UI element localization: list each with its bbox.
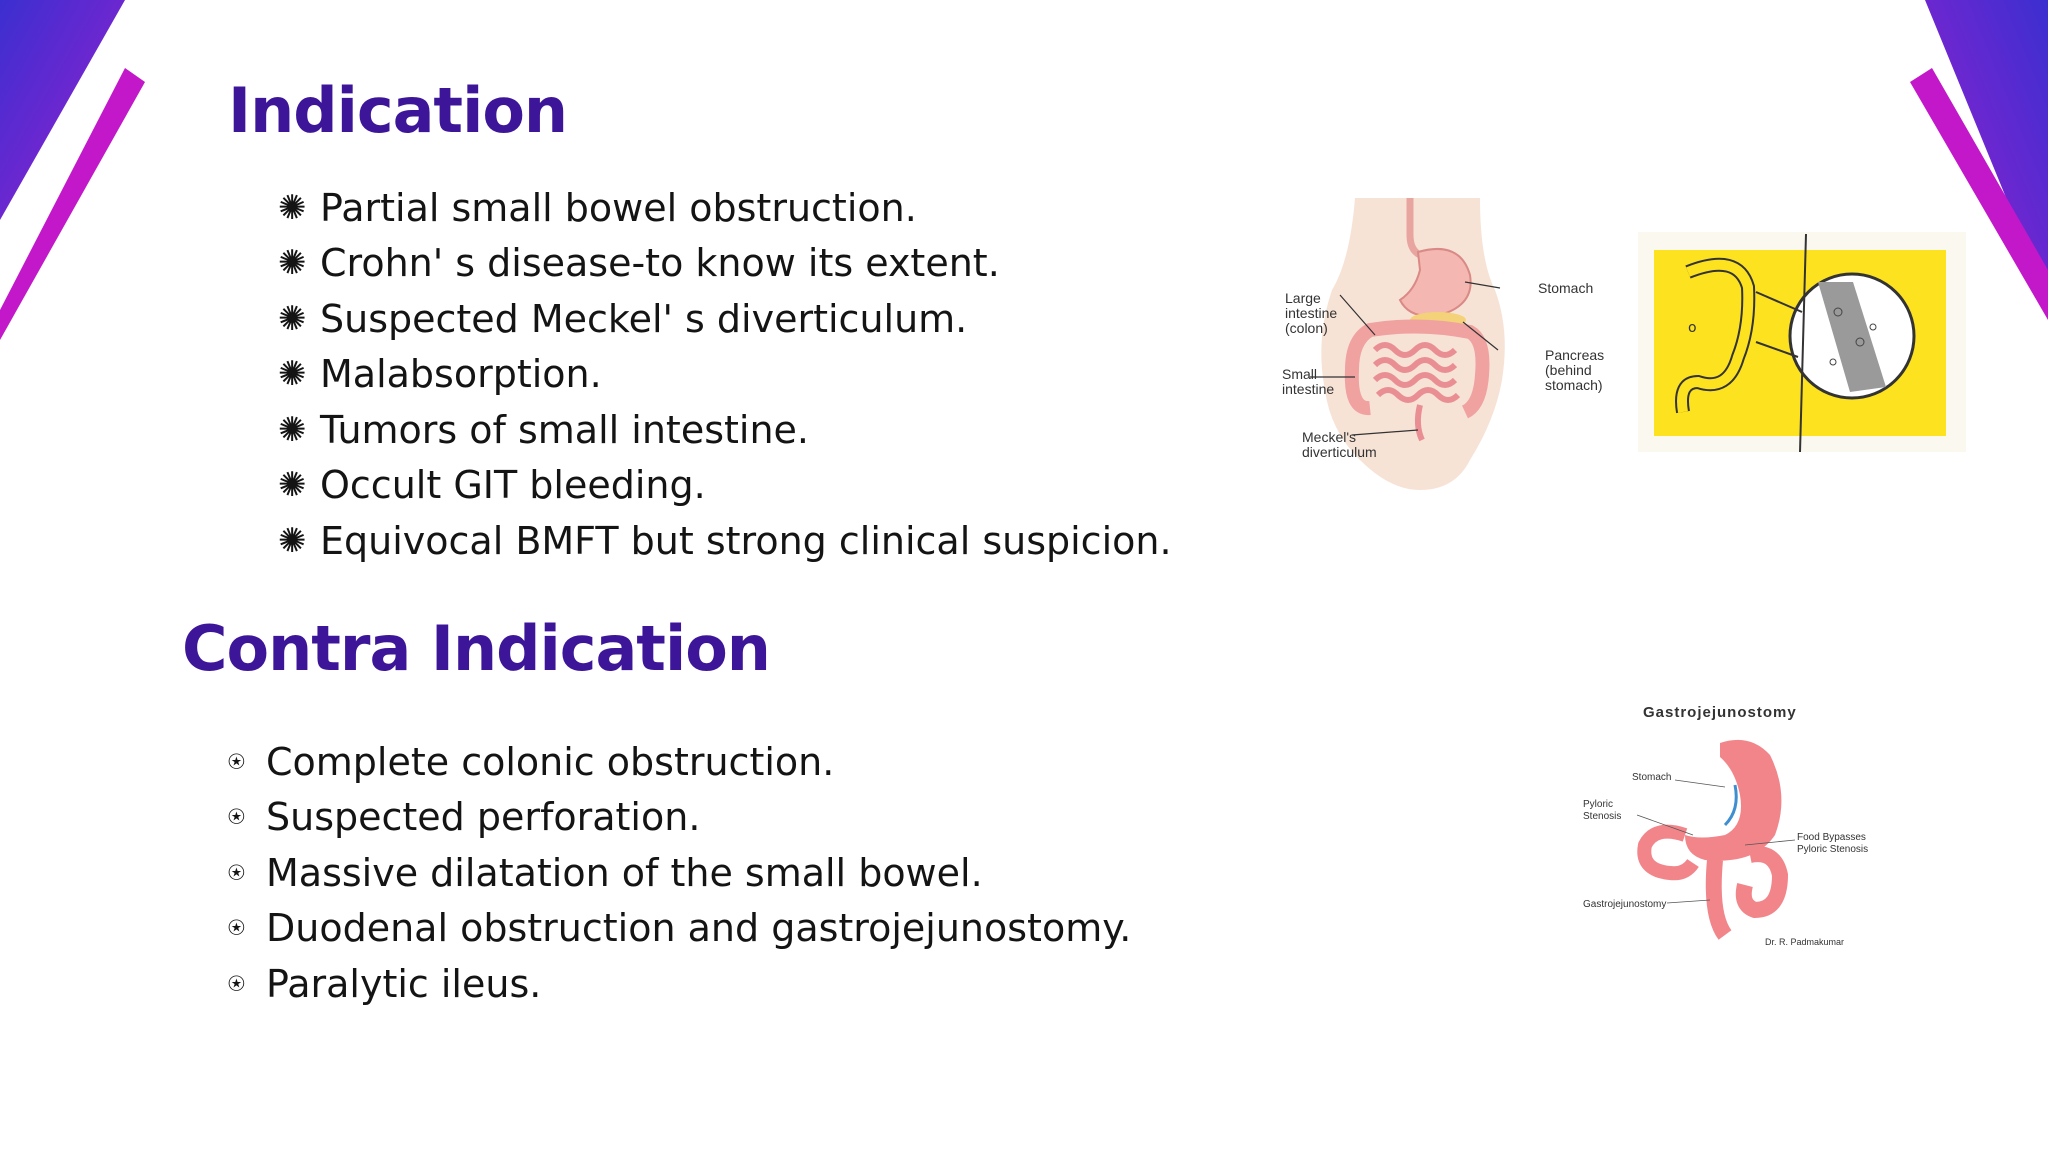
list-item-text: Tumors of small intestine. xyxy=(320,407,810,452)
bullet-icon: ✺ xyxy=(278,409,307,450)
small-intestine-label: Small intestine xyxy=(1282,366,1335,397)
list-item-text: Duodenal obstruction and gastrojejunostomy. xyxy=(266,906,1132,951)
contra-indication-list xyxy=(228,734,1131,1012)
pyloric-stenosis-label: Pyloric Stenosis xyxy=(1583,799,1622,822)
food-flow-arrow xyxy=(1725,785,1736,825)
list-item xyxy=(228,734,1131,790)
bullet-icon: ✺ xyxy=(278,520,307,561)
list-item-text: Partial small bowel obstruction. xyxy=(320,185,917,230)
list-item-text: Paralytic ileus. xyxy=(266,961,542,1006)
list-item-text: Crohn' s disease-to know its extent. xyxy=(320,241,1000,286)
list-item xyxy=(228,901,1131,957)
bullet-icon: ⍟ xyxy=(228,855,245,889)
bullet-icon: ⍟ xyxy=(228,744,245,778)
bullet-icon: ✺ xyxy=(278,298,307,339)
list-item-text: Occult GIT bleeding. xyxy=(320,463,706,508)
bullet-icon: ⍟ xyxy=(228,966,245,1000)
list-item-text: Malabsorption. xyxy=(320,352,602,397)
stomach-label: Stomach xyxy=(1632,772,1672,783)
stomach-label: Stomach xyxy=(1538,280,1594,296)
list-item-text: Complete colonic obstruction. xyxy=(266,739,835,784)
meckels-label: Meckel's diverticulum xyxy=(1302,429,1377,460)
bullet-icon: ✺ xyxy=(278,187,307,228)
list-item xyxy=(278,513,1172,569)
list-item xyxy=(278,291,1172,347)
indication-heading: Indication xyxy=(228,74,568,147)
contra-indication-heading: Contra Indication xyxy=(182,612,770,685)
list-item xyxy=(228,956,1131,1012)
digestive-anatomy-figure xyxy=(1270,190,1650,500)
bullet-icon: ⍟ xyxy=(228,911,245,945)
list-item-text: Massive dilatation of the small bowel. xyxy=(266,850,983,895)
list-item-text: Equivocal BMFT but strong clinical suspicion. xyxy=(320,518,1172,563)
gastrojejunostomy-label: Gastrojejunostomy xyxy=(1583,899,1667,910)
list-item xyxy=(278,458,1172,514)
bullet-icon: ✺ xyxy=(278,243,307,284)
food-bypasses-label: Food Bypasses Pyloric Stenosis xyxy=(1797,832,1869,855)
jejunum-loop xyxy=(1714,854,1780,935)
list-item xyxy=(228,790,1131,846)
pancreas-label: Pancreas (behind stomach) xyxy=(1545,347,1605,393)
list-item-text: Suspected perforation. xyxy=(266,795,701,840)
list-item xyxy=(278,180,1172,236)
list-item-text: Suspected Meckel' s diverticulum. xyxy=(320,296,968,341)
bullet-icon: ✺ xyxy=(278,465,307,506)
xray-illustration xyxy=(1638,232,1966,452)
gastrojejunostomy-title: Gastrojejunostomy xyxy=(1643,704,1797,721)
bullet-icon: ✺ xyxy=(278,354,307,395)
list-item xyxy=(278,236,1172,292)
credit-text: Dr. R. Padmakumar xyxy=(1765,937,1845,947)
bullet-icon: ⍟ xyxy=(228,800,245,834)
gastrojejunostomy-figure xyxy=(1575,695,1875,955)
list-item xyxy=(228,845,1131,901)
list-item xyxy=(278,402,1172,458)
svg-text:o: o xyxy=(1688,320,1697,336)
indication-list xyxy=(278,180,1172,569)
large-intestine-label: Large intestine (colon) xyxy=(1285,290,1338,336)
list-item xyxy=(278,347,1172,403)
